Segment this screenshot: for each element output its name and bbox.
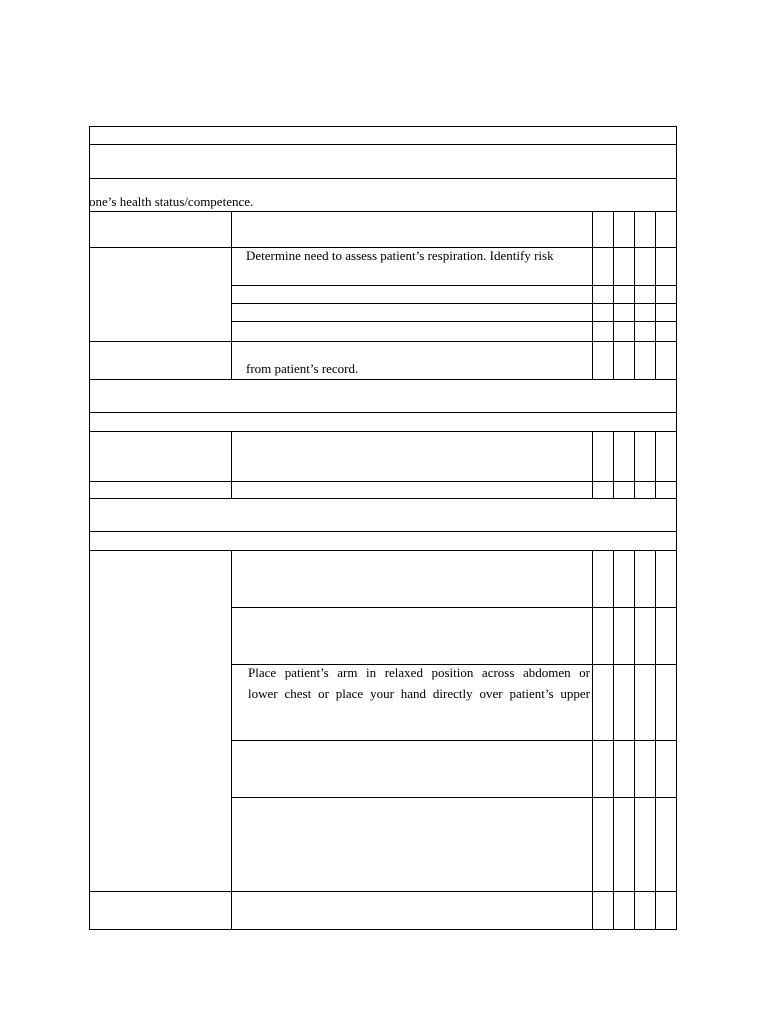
table-rule — [89, 498, 677, 499]
table-rule — [231, 285, 677, 286]
table-rule — [231, 607, 677, 608]
table-rule — [231, 797, 677, 798]
check-column-divider — [592, 211, 593, 380]
table-rule — [231, 303, 677, 304]
table-rule — [89, 481, 677, 482]
check-column-divider — [613, 211, 614, 380]
table-border-left — [89, 211, 90, 930]
check-column-divider — [592, 550, 593, 930]
table-rule — [89, 550, 677, 551]
table-rule — [89, 891, 677, 892]
procedure-step-text-line-1: Place patient’s arm in relaxed position across abdomen or — [248, 665, 590, 680]
check-column-divider — [592, 431, 593, 499]
table-rule — [89, 412, 677, 413]
column-divider — [231, 431, 232, 499]
table-border-right — [676, 126, 677, 930]
check-column-divider — [655, 431, 656, 499]
check-column-divider — [655, 211, 656, 380]
table-rule — [89, 379, 677, 380]
intro-text: one’s health status/competence. — [89, 194, 254, 209]
table-border-bottom — [89, 929, 677, 930]
procedure-step-text-line-2: lower chest or place your hand directly over patient’s upper — [248, 686, 590, 701]
table-rule — [231, 321, 677, 322]
assessment-step-text: Determine need to assess patient’s respiration. Identify risk — [246, 248, 554, 263]
table-rule — [89, 144, 677, 145]
table-rule — [231, 740, 677, 741]
table-rule — [89, 178, 677, 179]
column-divider — [231, 550, 232, 930]
table-rule — [89, 531, 677, 532]
table-rule — [89, 431, 677, 432]
check-column-divider — [655, 550, 656, 930]
check-column-divider — [613, 431, 614, 499]
table-border-top — [89, 126, 677, 127]
check-column-divider — [634, 431, 635, 499]
check-column-divider — [634, 550, 635, 930]
table-rule — [89, 341, 677, 342]
column-divider — [231, 211, 232, 380]
check-column-divider — [634, 211, 635, 380]
assessment-step-text-continued: from patient’s record. — [246, 361, 359, 376]
check-column-divider — [613, 550, 614, 930]
